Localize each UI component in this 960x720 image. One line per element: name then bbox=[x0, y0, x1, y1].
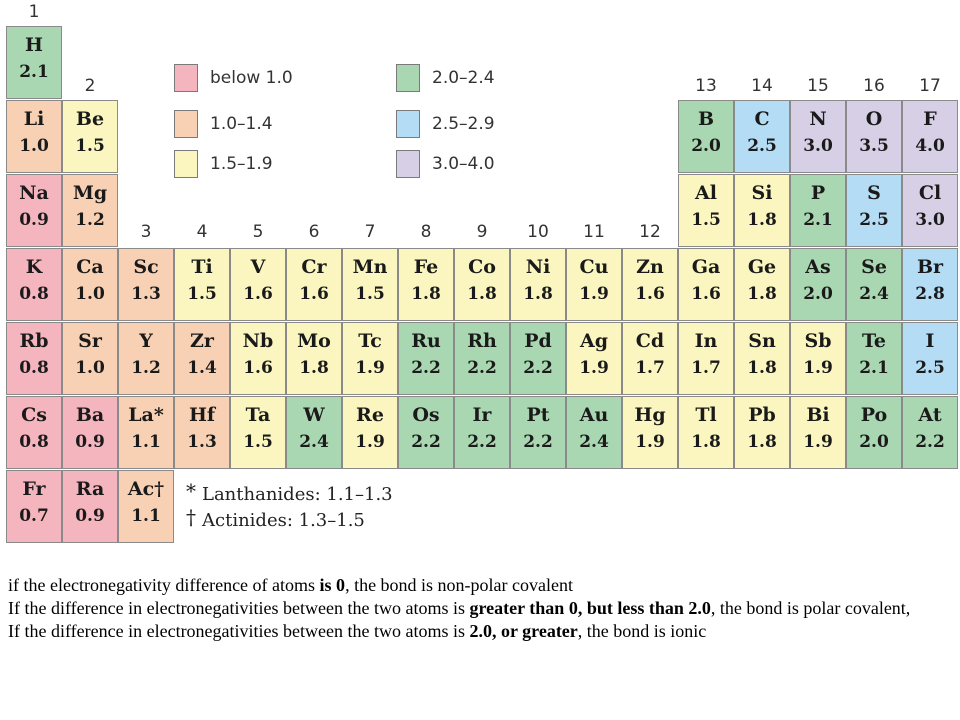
electronegativity-value: 1.8 bbox=[691, 432, 721, 452]
element-symbol: Rh bbox=[467, 330, 497, 352]
element-cell-s bbox=[846, 174, 902, 247]
element-cell-br bbox=[902, 248, 958, 321]
electronegativity-value: 2.5 bbox=[859, 210, 889, 230]
legend-label: 1.5–1.9 bbox=[210, 154, 273, 174]
element-cell-au bbox=[566, 396, 622, 469]
element-symbol: Si bbox=[751, 182, 773, 204]
element-cell-bi bbox=[790, 396, 846, 469]
element-symbol: Y bbox=[139, 330, 153, 352]
element-symbol: Nb bbox=[242, 330, 274, 352]
element-cell-sb bbox=[790, 322, 846, 395]
element-cell-cu bbox=[566, 248, 622, 321]
element-cell-fe bbox=[398, 248, 454, 321]
element-symbol: Co bbox=[468, 256, 496, 278]
element-cell-tc bbox=[342, 322, 398, 395]
group-number-14: 14 bbox=[751, 76, 773, 96]
element-cell-mo bbox=[286, 322, 342, 395]
element-symbol: B bbox=[697, 108, 715, 130]
electronegativity-value: 2.0 bbox=[803, 284, 833, 304]
legend-swatch bbox=[174, 150, 198, 178]
element-symbol: Na bbox=[19, 182, 49, 204]
element-cell-nb bbox=[230, 322, 286, 395]
element-symbol: N bbox=[809, 108, 827, 130]
element-cell-ti bbox=[174, 248, 230, 321]
electronegativity-value: 1.8 bbox=[747, 284, 777, 304]
electronegativity-value: 1.9 bbox=[803, 432, 833, 452]
group-number-10: 10 bbox=[527, 222, 549, 242]
element-symbol: Sc bbox=[133, 256, 159, 278]
note-emphasis: is 0 bbox=[319, 575, 346, 595]
element-cell-ra bbox=[62, 470, 118, 543]
element-cell-y bbox=[118, 322, 174, 395]
group-number-13: 13 bbox=[695, 76, 717, 96]
bond-polarity-notes bbox=[8, 574, 950, 643]
element-cell-w bbox=[286, 396, 342, 469]
element-cell-rh bbox=[454, 322, 510, 395]
element-symbol: Ca bbox=[76, 256, 104, 278]
element-symbol: Au bbox=[579, 404, 609, 426]
element-symbol: Ti bbox=[191, 256, 213, 278]
element-cell-os bbox=[398, 396, 454, 469]
element-symbol: Ru bbox=[411, 330, 441, 352]
note-text: , the bond is polar covalent, bbox=[710, 598, 911, 618]
electronegativity-value: 1.5 bbox=[355, 284, 385, 304]
group-number-1: 1 bbox=[28, 2, 40, 22]
element-symbol: Hf bbox=[188, 404, 216, 426]
electronegativity-value: 2.2 bbox=[411, 358, 441, 378]
electronegativity-value: 2.2 bbox=[915, 432, 945, 452]
element-cell-mg bbox=[62, 174, 118, 247]
note-ionic bbox=[8, 620, 950, 643]
element-cell-k bbox=[6, 248, 62, 321]
group-number-4: 4 bbox=[196, 222, 208, 242]
element-symbol: Hg bbox=[634, 404, 666, 426]
element-symbol: Re bbox=[356, 404, 384, 426]
element-symbol: Po bbox=[860, 404, 888, 426]
electronegativity-value: 0.9 bbox=[75, 432, 105, 452]
legend-swatch bbox=[396, 110, 420, 138]
element-symbol: Be bbox=[75, 108, 105, 130]
element-symbol: Pd bbox=[524, 330, 552, 352]
element-cell-sn bbox=[734, 322, 790, 395]
element-symbol: Bi bbox=[806, 404, 830, 426]
electronegativity-value: 1.0 bbox=[75, 358, 105, 378]
legend-label: 2.0–2.4 bbox=[432, 68, 495, 88]
electronegativity-value: 2.1 bbox=[19, 62, 49, 82]
legend-label: 1.0–1.4 bbox=[210, 114, 273, 134]
element-cell-zr bbox=[174, 322, 230, 395]
element-cell-na bbox=[6, 174, 62, 247]
legend-swatch bbox=[174, 110, 198, 138]
electronegativity-value: 1.5 bbox=[243, 432, 273, 452]
element-symbol: Zn bbox=[636, 256, 664, 278]
element-symbol: Mn bbox=[352, 256, 388, 278]
electronegativity-value: 2.2 bbox=[467, 432, 497, 452]
element-cell-co bbox=[454, 248, 510, 321]
element-symbol: Cd bbox=[635, 330, 665, 352]
legend-swatch bbox=[174, 64, 198, 92]
element-symbol: Ta bbox=[245, 404, 271, 426]
element-symbol: Se bbox=[861, 256, 887, 278]
electronegativity-value: 0.8 bbox=[19, 358, 49, 378]
electronegativity-value: 1.8 bbox=[747, 210, 777, 230]
electronegativity-value: 1.6 bbox=[243, 358, 273, 378]
element-cell-sr bbox=[62, 322, 118, 395]
element-cell-zn bbox=[622, 248, 678, 321]
element-symbol: O bbox=[865, 108, 883, 130]
electronegativity-value: 1.9 bbox=[579, 284, 609, 304]
electronegativity-value: 3.0 bbox=[803, 136, 833, 156]
note-text: , the bond is ionic bbox=[577, 621, 707, 641]
electronegativity-value: 3.0 bbox=[915, 210, 945, 230]
electronegativity-value: 1.0 bbox=[75, 284, 105, 304]
element-symbol: Ba bbox=[75, 404, 105, 426]
element-cell-v bbox=[230, 248, 286, 321]
note-text: , the bond is non-polar covalent bbox=[345, 575, 574, 595]
element-symbol: At bbox=[918, 404, 942, 426]
element-cell-p bbox=[790, 174, 846, 247]
electronegativity-value: 1.9 bbox=[635, 432, 665, 452]
electronegativity-value: 1.8 bbox=[411, 284, 441, 304]
element-cell-hg bbox=[622, 396, 678, 469]
element-cell-ir bbox=[454, 396, 510, 469]
element-cell-h bbox=[6, 26, 62, 99]
element-cell-be bbox=[62, 100, 118, 173]
element-cell-ca bbox=[62, 248, 118, 321]
element-symbol: W bbox=[303, 404, 325, 426]
element-symbol: Ge bbox=[747, 256, 777, 278]
electronegativity-value: 1.8 bbox=[523, 284, 553, 304]
element-symbol: In bbox=[694, 330, 718, 352]
group-number-15: 15 bbox=[807, 76, 829, 96]
electronegativity-value: 1.8 bbox=[299, 358, 329, 378]
electronegativity-value: 1.7 bbox=[635, 358, 665, 378]
element-cell-ru bbox=[398, 322, 454, 395]
element-cell-b bbox=[678, 100, 734, 173]
element-symbol: Rb bbox=[19, 330, 49, 352]
electronegativity-value: 1.6 bbox=[691, 284, 721, 304]
element-symbol: Cs bbox=[21, 404, 47, 426]
group-number-2: 2 bbox=[84, 76, 96, 96]
group-number-16: 16 bbox=[863, 76, 885, 96]
element-cell-ac bbox=[118, 470, 174, 543]
electronegativity-value: 1.7 bbox=[691, 358, 721, 378]
electronegativity-value: 2.1 bbox=[859, 358, 889, 378]
group-number-5: 5 bbox=[252, 222, 264, 242]
element-cell-cd bbox=[622, 322, 678, 395]
note-text: If the difference in electronegativities between the two atoms is bbox=[8, 598, 470, 618]
element-symbol: Te bbox=[861, 330, 887, 352]
electronegativity-value: 1.9 bbox=[579, 358, 609, 378]
group-number-8: 8 bbox=[420, 222, 432, 242]
element-symbol: Fe bbox=[413, 256, 439, 278]
electronegativity-value: 1.5 bbox=[187, 284, 217, 304]
electronegativity-value: 2.5 bbox=[747, 136, 777, 156]
element-cell-ta bbox=[230, 396, 286, 469]
element-cell-ge bbox=[734, 248, 790, 321]
element-cell-pd bbox=[510, 322, 566, 395]
element-symbol: P bbox=[810, 182, 826, 204]
element-cell-c bbox=[734, 100, 790, 173]
element-cell-cl bbox=[902, 174, 958, 247]
element-symbol: F bbox=[923, 108, 937, 130]
electronegativity-value: 1.9 bbox=[355, 432, 385, 452]
element-symbol: Tl bbox=[695, 404, 717, 426]
element-symbol: Br bbox=[916, 256, 944, 278]
element-symbol: Pt bbox=[526, 404, 550, 426]
element-cell-in bbox=[678, 322, 734, 395]
element-symbol: Ac† bbox=[127, 478, 165, 500]
electronegativity-value: 0.9 bbox=[75, 506, 105, 526]
element-symbol: La* bbox=[128, 404, 164, 426]
element-cell-n bbox=[790, 100, 846, 173]
element-cell-sc bbox=[118, 248, 174, 321]
electronegativity-value: 4.0 bbox=[915, 136, 945, 156]
electronegativity-value: 1.2 bbox=[75, 210, 105, 230]
element-cell-ga bbox=[678, 248, 734, 321]
group-number-6: 6 bbox=[308, 222, 320, 242]
electronegativity-value: 2.2 bbox=[523, 358, 553, 378]
note-nonpolar bbox=[8, 574, 950, 597]
element-symbol: I bbox=[925, 330, 935, 352]
element-cell-f bbox=[902, 100, 958, 173]
element-symbol: Ir bbox=[472, 404, 492, 426]
element-symbol: Sr bbox=[78, 330, 102, 352]
electronegativity-value: 2.1 bbox=[803, 210, 833, 230]
element-cell-ni bbox=[510, 248, 566, 321]
electronegativity-value: 1.0 bbox=[19, 136, 49, 156]
element-cell-pb bbox=[734, 396, 790, 469]
element-cell-si bbox=[734, 174, 790, 247]
element-cell-cs bbox=[6, 396, 62, 469]
note-polar bbox=[8, 597, 950, 620]
element-cell-ag bbox=[566, 322, 622, 395]
element-cell-po bbox=[846, 396, 902, 469]
element-cell-cr bbox=[286, 248, 342, 321]
electronegativity-value: 1.9 bbox=[803, 358, 833, 378]
element-symbol: H bbox=[25, 34, 43, 56]
element-symbol: Cr bbox=[301, 256, 327, 278]
legend-label: 2.5–2.9 bbox=[432, 114, 495, 134]
element-symbol: Sb bbox=[804, 330, 832, 352]
asterisk-mark: * bbox=[186, 479, 196, 503]
electronegativity-value: 1.6 bbox=[635, 284, 665, 304]
element-symbol: Os bbox=[412, 404, 440, 426]
element-symbol: C bbox=[754, 108, 770, 130]
element-symbol: Mg bbox=[72, 182, 108, 204]
electronegativity-value: 2.8 bbox=[915, 284, 945, 304]
group-number-7: 7 bbox=[364, 222, 376, 242]
element-symbol: Fr bbox=[22, 478, 46, 500]
element-symbol: Sn bbox=[748, 330, 776, 352]
group-number-9: 9 bbox=[476, 222, 488, 242]
electronegativity-value: 0.9 bbox=[19, 210, 49, 230]
electronegativity-value: 0.8 bbox=[19, 284, 49, 304]
element-cell-tl bbox=[678, 396, 734, 469]
electronegativity-value: 2.4 bbox=[859, 284, 889, 304]
electronegativity-value: 0.8 bbox=[19, 432, 49, 452]
electronegativity-value: 1.5 bbox=[691, 210, 721, 230]
group-number-11: 11 bbox=[583, 222, 605, 242]
legend-label: below 1.0 bbox=[210, 68, 293, 88]
electronegativity-value: 2.0 bbox=[859, 432, 889, 452]
electronegativity-value: 1.2 bbox=[131, 358, 161, 378]
electronegativity-value: 3.5 bbox=[859, 136, 889, 156]
element-symbol: Pb bbox=[748, 404, 776, 426]
group-number-17: 17 bbox=[919, 76, 941, 96]
element-symbol: Ni bbox=[525, 256, 551, 278]
electronegativity-value: 2.2 bbox=[411, 432, 441, 452]
electronegativity-value: 2.0 bbox=[691, 136, 721, 156]
legend-swatch bbox=[396, 64, 420, 92]
element-symbol: Mo bbox=[297, 330, 331, 352]
element-cell-rb bbox=[6, 322, 62, 395]
electronegativity-value: 1.8 bbox=[467, 284, 497, 304]
element-cell-o bbox=[846, 100, 902, 173]
element-symbol: Zr bbox=[190, 330, 214, 352]
element-cell-mn bbox=[342, 248, 398, 321]
element-cell-hf bbox=[174, 396, 230, 469]
electronegativity-value: 1.1 bbox=[131, 506, 161, 526]
element-cell-al bbox=[678, 174, 734, 247]
element-symbol: Li bbox=[23, 108, 45, 130]
electronegativity-value: 1.5 bbox=[75, 136, 105, 156]
electronegativity-value: 1.8 bbox=[747, 432, 777, 452]
note-emphasis: greater than 0, but less than 2.0 bbox=[469, 598, 711, 618]
element-symbol: Ag bbox=[579, 330, 609, 352]
electronegativity-value: 2.4 bbox=[579, 432, 609, 452]
element-cell-i bbox=[902, 322, 958, 395]
element-symbol: Ra bbox=[75, 478, 105, 500]
legend-swatch bbox=[396, 150, 420, 178]
legend-label: 3.0–4.0 bbox=[432, 154, 495, 174]
electronegativity-value: 1.4 bbox=[187, 358, 217, 378]
actinides-range: Actinides: 1.3–1.5 bbox=[202, 510, 365, 531]
dagger-mark: † bbox=[186, 505, 196, 529]
element-cell-re bbox=[342, 396, 398, 469]
element-cell-fr bbox=[6, 470, 62, 543]
element-cell-at bbox=[902, 396, 958, 469]
electronegativity-value: 0.7 bbox=[19, 506, 49, 526]
lanthanides-range: Lanthanides: 1.1–1.3 bbox=[202, 484, 393, 505]
electronegativity-value: 2.2 bbox=[467, 358, 497, 378]
element-symbol: S bbox=[867, 182, 881, 204]
electronegativity-value: 1.3 bbox=[131, 284, 161, 304]
element-cell-la bbox=[118, 396, 174, 469]
element-symbol: As bbox=[805, 256, 831, 278]
group-number-3: 3 bbox=[140, 222, 152, 242]
element-cell-as bbox=[790, 248, 846, 321]
element-symbol: Cl bbox=[918, 182, 942, 204]
element-symbol: V bbox=[250, 256, 266, 278]
electronegativity-value: 1.6 bbox=[299, 284, 329, 304]
electronegativity-value: 1.1 bbox=[131, 432, 161, 452]
electronegativity-value: 2.2 bbox=[523, 432, 553, 452]
electronegativity-value: 1.3 bbox=[187, 432, 217, 452]
element-cell-li bbox=[6, 100, 62, 173]
electronegativity-value: 2.4 bbox=[299, 432, 329, 452]
element-symbol: Al bbox=[695, 182, 717, 204]
element-cell-te bbox=[846, 322, 902, 395]
note-text: If the difference in electronegativities between the two atoms is bbox=[8, 621, 470, 641]
electronegativity-value: 1.9 bbox=[355, 358, 385, 378]
electronegativity-value: 1.8 bbox=[747, 358, 777, 378]
element-symbol: Ga bbox=[691, 256, 721, 278]
element-symbol: K bbox=[25, 256, 43, 278]
note-emphasis: 2.0, or greater bbox=[469, 621, 578, 641]
electronegativity-value: 1.6 bbox=[243, 284, 273, 304]
element-cell-pt bbox=[510, 396, 566, 469]
element-symbol: Cu bbox=[579, 256, 609, 278]
electronegativity-value: 2.5 bbox=[915, 358, 945, 378]
element-cell-ba bbox=[62, 396, 118, 469]
element-symbol: Tc bbox=[358, 330, 382, 352]
element-cell-se bbox=[846, 248, 902, 321]
note-text: if the electronegativity difference of atoms bbox=[8, 575, 320, 595]
group-number-12: 12 bbox=[639, 222, 661, 242]
